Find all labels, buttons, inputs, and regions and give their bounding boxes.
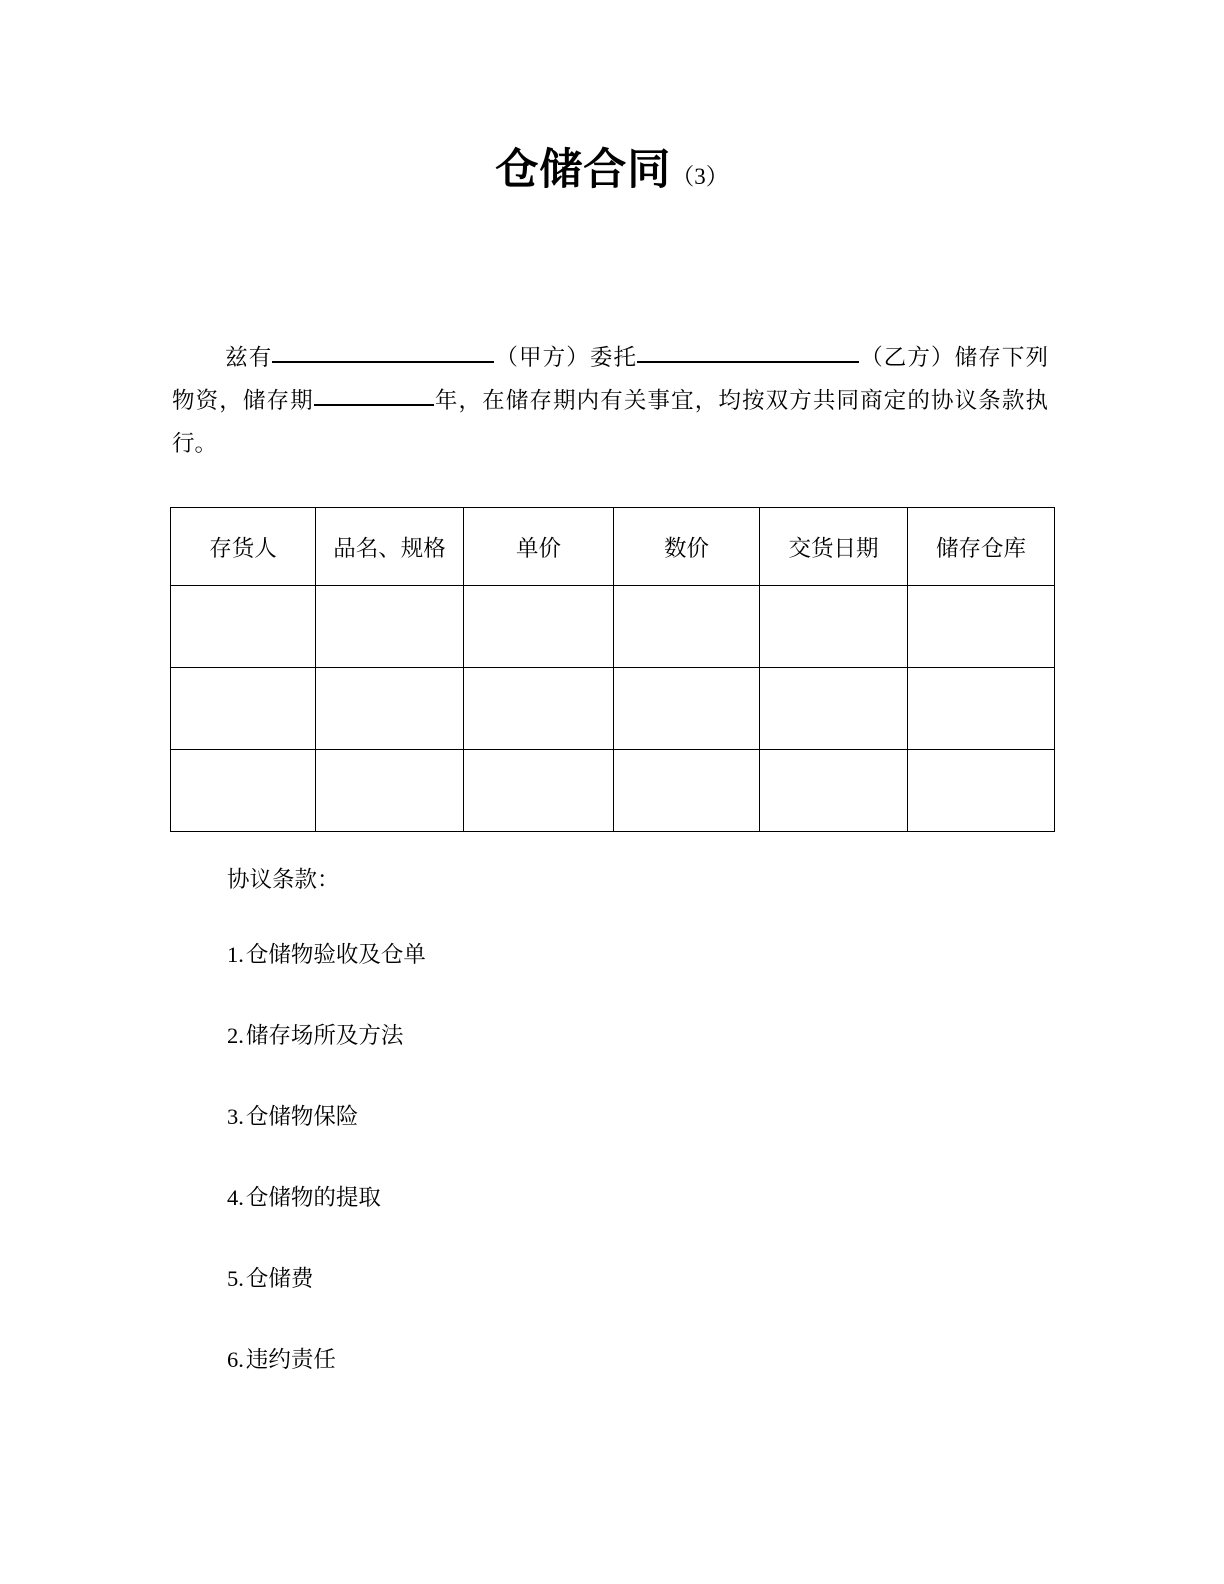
list-item [227,940,927,1021]
table-row [171,668,1055,750]
party-b-blank-field[interactable] [637,342,859,363]
table-cell[interactable] [614,586,760,668]
list-item-label: 违约责任 [245,1347,336,1372]
list-item [227,1264,927,1345]
table-header-cell-warehouse: 储存仓库 [908,508,1055,586]
page-title-suffix: （3） [671,164,729,189]
table-cell[interactable] [171,668,316,750]
intro-text-segment-1: 兹有 [224,345,273,370]
table-cell[interactable] [171,750,316,832]
table-cell[interactable] [614,750,760,832]
list-item-label: 仓储物验收及仓单 [245,942,426,967]
table-header-cell-unit-price: 单价 [464,508,614,586]
page-title-main: 仓储合同 [495,146,672,194]
list-item-number: 1. [227,942,244,967]
table-cell[interactable] [464,586,614,668]
table-cell[interactable] [760,668,908,750]
list-item-number: 4. [227,1185,244,1210]
clauses-list [227,940,927,1426]
page-title [0,136,1224,197]
list-item [227,1183,927,1264]
table-cell[interactable] [171,586,316,668]
table-row [171,750,1055,832]
list-item [227,1102,927,1183]
table-cell[interactable] [908,750,1055,832]
table-cell[interactable] [316,750,464,832]
list-item [227,1345,927,1426]
table-cell[interactable] [464,668,614,750]
table-cell[interactable] [908,586,1055,668]
party-a-blank-field[interactable] [272,342,494,363]
list-item-number: 5. [227,1266,244,1291]
table-cell[interactable] [316,668,464,750]
intro-text-segment-3: （乙方）储存下列物资，储存期 [172,345,1048,413]
table-cell[interactable] [760,586,908,668]
list-item-number: 6. [227,1347,244,1372]
table-header-cell-depositor: 存货人 [171,508,316,586]
clauses-heading: 协议条款： [227,867,340,892]
list-item [227,1021,927,1102]
intro-text-segment-2: （甲方）委托 [494,345,638,370]
table-header-cell-delivery-date: 交货日期 [760,508,908,586]
table-row [171,586,1055,668]
list-item-label: 仓储费 [245,1266,314,1291]
table-header-cell-quantity-price: 数价 [614,508,760,586]
goods-table [170,507,1055,832]
table-cell[interactable] [464,750,614,832]
table-header-row [171,508,1055,586]
list-item-label: 仓储物保险 [245,1104,359,1129]
table-cell[interactable] [760,750,908,832]
list-item-label: 储存场所及方法 [245,1023,404,1048]
storage-period-blank-field[interactable] [314,385,434,406]
intro-text-segment-4: 年，在储存期内有关事宜，均按双方共同商定的协议条款执行。 [172,388,1048,456]
intro-paragraph [172,336,1048,465]
list-item-number: 2. [227,1023,244,1048]
table-header-cell-name-spec: 品名、规格 [316,508,464,586]
table-cell[interactable] [316,586,464,668]
table-cell[interactable] [614,668,760,750]
list-item-label: 仓储物的提取 [245,1185,381,1210]
table-cell[interactable] [908,668,1055,750]
list-item-number: 3. [227,1104,244,1129]
